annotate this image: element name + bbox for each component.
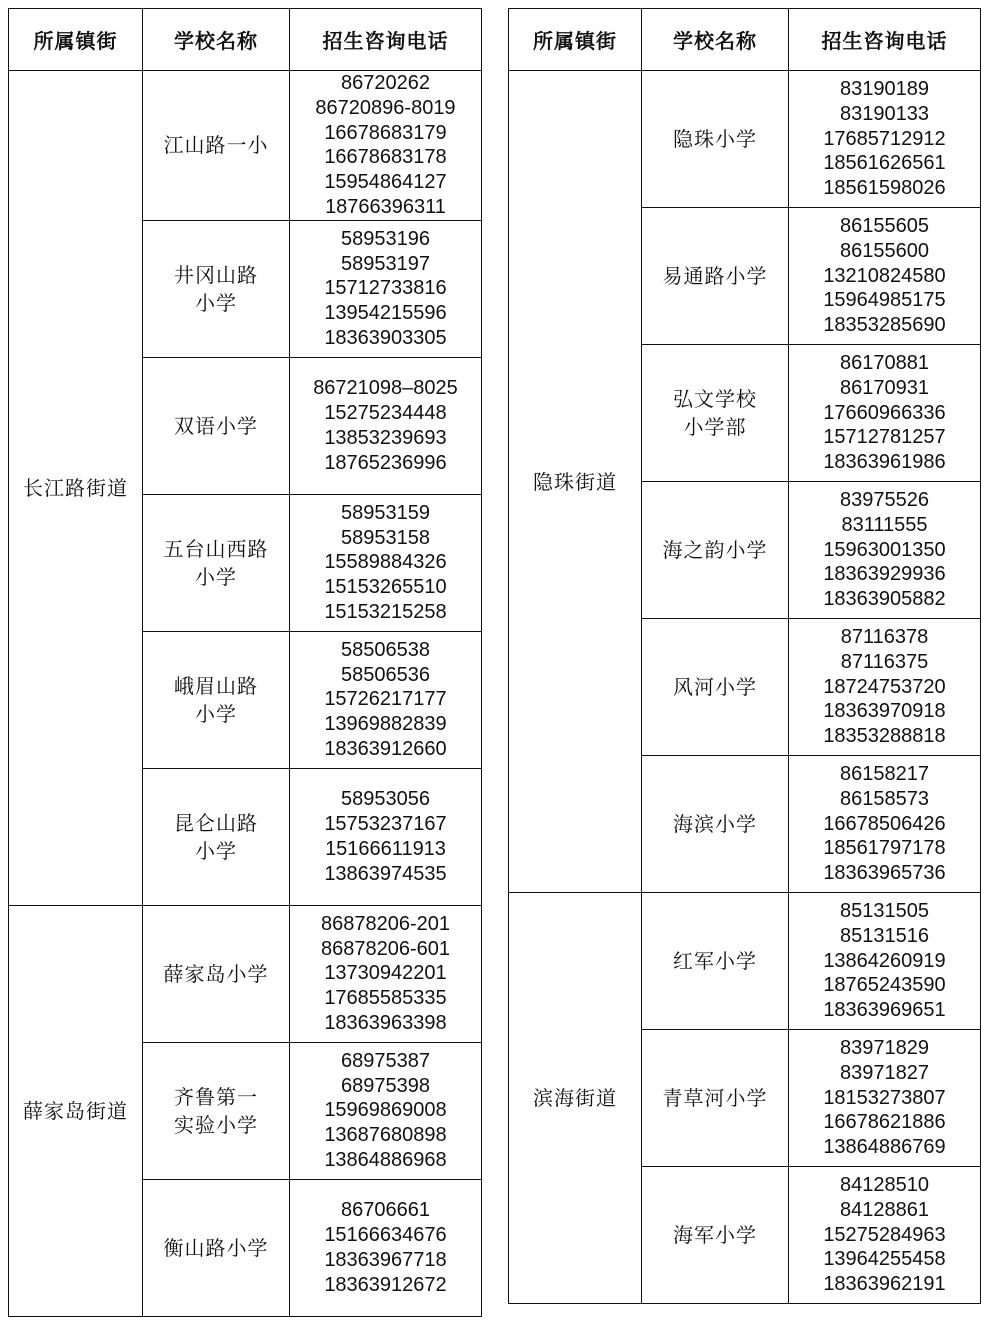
phone-number: 15166634676 [324,1223,447,1246]
phone-number: 58953056 [341,788,430,811]
phone-number: 18561626561 [823,152,946,175]
header-school: 学校名称 [143,9,290,71]
phone-number: 15712733816 [324,277,447,300]
phone-number: 18561598026 [823,177,946,200]
phone-list-cell [290,220,482,357]
school-name-cell [143,768,290,905]
phone-number: 18353288818 [823,725,946,748]
header-phone: 招生咨询电话 [789,9,981,71]
table-row [9,905,482,1042]
phone-number: 86721098–8025 [313,377,458,400]
school-name-cell [143,631,290,768]
phone-number: 18363929936 [823,563,946,586]
phone-number: 18363969651 [823,999,946,1022]
school-name-cell [642,345,789,482]
phone-number: 86170881 [840,352,929,374]
school-name-line: 昆仑山路 [174,810,258,835]
phone-list-cell [290,494,482,631]
school-name-cell [143,1179,290,1316]
school-name-line: 井冈山路 [174,262,258,287]
header-school: 学校名称 [642,9,789,71]
phone-number: 58506538 [341,638,430,661]
school-name-line: 隐珠小学 [673,127,757,151]
phone-number: 86878206-601 [320,937,450,960]
phone-number: 13210824580 [823,264,946,287]
phone-number: 18363912660 [324,737,447,760]
phone-list-cell [789,208,981,345]
phone-number: 18724753720 [823,675,946,698]
phone-number: 16678683178 [324,146,447,169]
phone-list-cell [290,71,482,221]
phone-number: 17685585335 [324,987,447,1010]
phone-number: 83190189 [840,78,929,100]
district-cell: 隐珠街道 [509,71,642,893]
phone-number: 18765243590 [823,974,946,997]
phone-list-cell [789,482,981,619]
school-name-line: 实验小学 [174,1112,258,1137]
school-name-cell [642,71,789,208]
phone-number: 18363963398 [324,1011,447,1034]
school-name-line: 齐鲁第一 [174,1084,258,1109]
phone-number: 86158217 [840,763,929,785]
phone-number: 15153215258 [324,600,447,623]
school-name-line: 五台山西路 [163,536,269,561]
school-name-line: 弘文学校 [673,387,757,411]
phone-number: 86720896-8019 [315,96,456,119]
school-name-line: 海之韵小学 [662,538,768,562]
school-name-line: 小学 [195,701,237,726]
phone-number: 83975526 [840,489,929,511]
phone-number: 84128510 [840,1174,929,1196]
school-name-line: 峨眉山路 [174,673,258,698]
phone-number: 18363967718 [324,1248,447,1271]
phone-list-cell [290,357,482,494]
school-name-cell [642,756,789,893]
phone-number: 83971827 [840,1061,929,1084]
school-name-line: 青草河小学 [662,1086,768,1110]
enrollment-table-right [508,8,981,1304]
phone-number: 16678683179 [324,121,447,144]
phone-number: 15275234448 [324,401,447,424]
district-cell: 滨海街道 [509,893,642,1304]
phone-number: 16678621886 [823,1111,946,1134]
school-name-cell [642,893,789,1030]
phone-number: 86158573 [840,787,929,810]
phone-number: 15166611913 [325,837,446,860]
header-row [9,9,482,71]
phone-number: 18153273807 [823,1086,946,1109]
phone-number: 68975387 [341,1049,430,1072]
school-name-cell [642,482,789,619]
phone-number: 15964985175 [823,289,946,312]
phone-number: 18363961986 [823,451,946,474]
phone-number: 16678506426 [823,812,946,835]
phone-list-cell [789,1030,981,1167]
school-name-line: 红军小学 [673,949,757,973]
school-name-line: 薛家岛小学 [163,961,269,986]
school-name-cell [642,619,789,756]
school-name-cell [642,1030,789,1167]
table-row [509,71,981,208]
phone-number: 15275284963 [823,1223,946,1246]
phone-number: 18766396311 [325,195,446,218]
phone-number: 13853239693 [324,426,447,449]
phone-number: 15753237167 [324,812,447,835]
phone-number: 18363965736 [823,862,946,885]
school-name-line: 衡山路小学 [163,1235,269,1260]
school-name-line: 风河小学 [673,675,757,699]
phone-list-cell [789,345,981,482]
phone-number: 58953197 [341,252,430,275]
phone-list-cell [789,893,981,1030]
header-district: 所属镇街 [9,9,143,71]
phone-number: 13687680898 [324,1124,447,1147]
phone-number: 17685712912 [823,127,946,150]
phone-number: 86155600 [840,239,929,262]
phone-number: 18363970918 [823,700,946,723]
header-phone: 招生咨询电话 [290,9,482,71]
phone-number: 86878206-201 [320,912,450,935]
phone-list-cell [789,756,981,893]
phone-number: 87116375 [840,650,929,673]
phone-number: 18765236996 [324,451,447,474]
school-name-cell [143,905,290,1042]
phone-number: 13864886968 [324,1148,447,1171]
phone-list-cell [290,905,482,1042]
phone-number: 85131516 [840,924,929,947]
phone-number: 58953159 [341,501,430,524]
phone-number: 15954864127 [324,171,447,194]
phone-number: 13964255458 [823,1248,946,1271]
phone-list-cell [290,768,482,905]
phone-number: 13863974535 [324,862,447,885]
school-name-line: 海滨小学 [673,812,757,836]
phone-number: 15963001350 [823,538,946,561]
header-district: 所属镇街 [509,9,642,71]
phone-list-cell [789,71,981,208]
phone-number: 18363905882 [823,588,946,611]
phone-number: 86155605 [840,215,929,237]
school-name-line: 小学 [195,290,237,315]
school-name-cell [143,1042,290,1179]
school-name-cell [642,208,789,345]
phone-number: 18363962191 [823,1273,946,1296]
school-name-cell [143,220,290,357]
district-cell: 长江路街道 [9,71,143,906]
phone-number: 83971829 [840,1037,929,1059]
table-row [9,71,482,221]
phone-number: 83111555 [841,513,928,536]
phone-number: 58953158 [341,526,430,549]
phone-number: 17660966336 [823,401,946,424]
phone-number: 18363903305 [324,326,447,349]
phone-number: 68975398 [341,1074,430,1097]
phone-number: 15969869008 [324,1099,447,1122]
enrollment-table-left [8,8,482,1317]
school-name-line: 双语小学 [174,413,258,438]
header-row [509,9,981,71]
phone-list-cell [290,631,482,768]
school-name-line: 海军小学 [673,1223,757,1247]
phone-number: 13969882839 [324,713,447,736]
phone-number: 18561797178 [823,837,946,860]
school-name-line: 小学部 [683,415,747,439]
phone-number: 15712781257 [823,426,946,449]
school-name-line: 江山路一小 [163,133,269,158]
phone-number: 85131505 [840,900,929,922]
phone-number: 13730942201 [324,962,447,985]
district-cell: 薛家岛街道 [9,905,143,1316]
phone-number: 58953196 [341,227,430,250]
school-name-cell [143,494,290,631]
phone-number: 15726217177 [324,688,447,711]
phone-number: 15589884326 [324,551,447,574]
phone-number: 18363912672 [324,1273,447,1296]
phone-number: 86720262 [341,72,430,94]
table-row [509,893,981,1030]
school-name-cell [143,71,290,221]
phone-list-cell [290,1042,482,1179]
school-name-cell [642,1167,789,1304]
phone-list-cell [290,1179,482,1316]
phone-number: 84128861 [840,1198,929,1221]
phone-number: 86170931 [840,376,929,399]
phone-list-cell [789,619,981,756]
phone-number: 87116378 [840,626,929,648]
phone-number: 83190133 [840,102,929,125]
phone-number: 13864260919 [823,949,946,972]
phone-number: 13954215596 [324,302,447,325]
phone-number: 15153265510 [324,576,447,599]
phone-list-cell [789,1167,981,1304]
phone-number: 86706661 [341,1199,430,1222]
school-name-line: 小学 [195,564,237,589]
phone-number: 18353285690 [823,314,946,337]
phone-number: 58506536 [341,663,430,686]
phone-number: 13864886769 [823,1136,946,1159]
school-name-cell [143,357,290,494]
school-name-line: 小学 [195,838,237,863]
school-name-line: 易通路小学 [662,264,768,288]
